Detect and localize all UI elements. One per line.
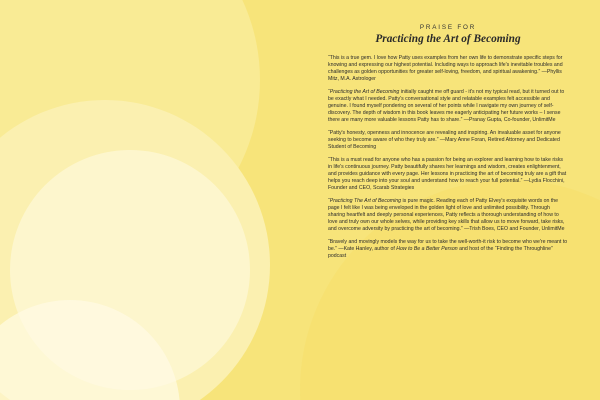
praise-quote — [328, 239, 568, 260]
quote-text-tail: and host of the “Finding the Throughline” podcast — [328, 246, 553, 259]
quote-text: is pure magic. Reading each of Patty Elvey's exquisite words on the page I felt like I was being enveloped in the golden light of love and unlimited possibility. Through sharing heartfelt and deeply personal experiences, Patty reflects a thorough understanding of how to love and truly own our whole selves, while providing key skills that allow us to move forward, take risks, and overcome adversity by practicing the art of becoming.” —Trish Boes, CEO and Founder, UnlimitMe — [328, 198, 565, 232]
quote-text: “This is a true gem. I love how Patty uses examples from her own life to demonstrate specific steps for knowing and expressing our highest potential. Including ways to approach life's inevitable troubles and challenges as golden opportunities for greater self-loving, freedom, and spiritual awakening.” —Phyllis Mitz, M.A. Astrologer — [328, 55, 563, 82]
quote-text: “Patty's honesty, openness and innocence are revealing and inspiring. An invaluable asset for anyone seeking to become aware of who they truly are.” —Mary Anne Foran, Retired Attorney and Dedicated Student of Becoming — [328, 130, 561, 150]
quote-text: “This is a must read for anyone who has a passion for being an explorer and learning how to take risks in life's continuous journey. Patty beautifully shares her learnings and wisdom, creates enlightenment, and provides guidance with every page. Her lessons in practicing the art of becoming truly are a gift that helps you reach deep into your soul and understand how to reach your full potential.” —Lydia Flocchini, Founder and CEO, Scarab Strategies — [328, 157, 567, 191]
praise-quote — [328, 157, 568, 192]
quote-text: initially caught me off guard - it's not my typical read, but it turned out to be exactly what I needed. Patty's conversational style and relatable examples felt accessible and genuine. I found myself pondering on several of her points while I navigate my own journey of self-discovery. The depth of wisdom in this book leaves me eagerly anticipating her future works – I sense there are many more valuable lessons Patty has to share.” —Pranay Gupta, Co-founder, UnlimitMe — [328, 89, 565, 123]
quote-book-title: “Practicing the Art of Becoming — [328, 89, 400, 95]
praise-quote — [328, 55, 568, 83]
quote-text: “Bravely and movingly models the way for us to take the well-worth-it risk to become who we're meant to be.” —Kate Hanley, author of — [328, 239, 568, 252]
praise-page — [328, 24, 568, 266]
praise-quote — [328, 198, 568, 233]
book-title: Practicing the Art of Becoming — [375, 33, 521, 45]
eyebrow-label: PRAISE FOR — [419, 24, 477, 31]
praise-quote — [328, 130, 568, 151]
praise-quote — [328, 89, 568, 124]
quote-book-title: “Practicing The Art of Becoming — [328, 198, 402, 204]
quote-book-title: How to Be a Better Person — [396, 246, 458, 252]
